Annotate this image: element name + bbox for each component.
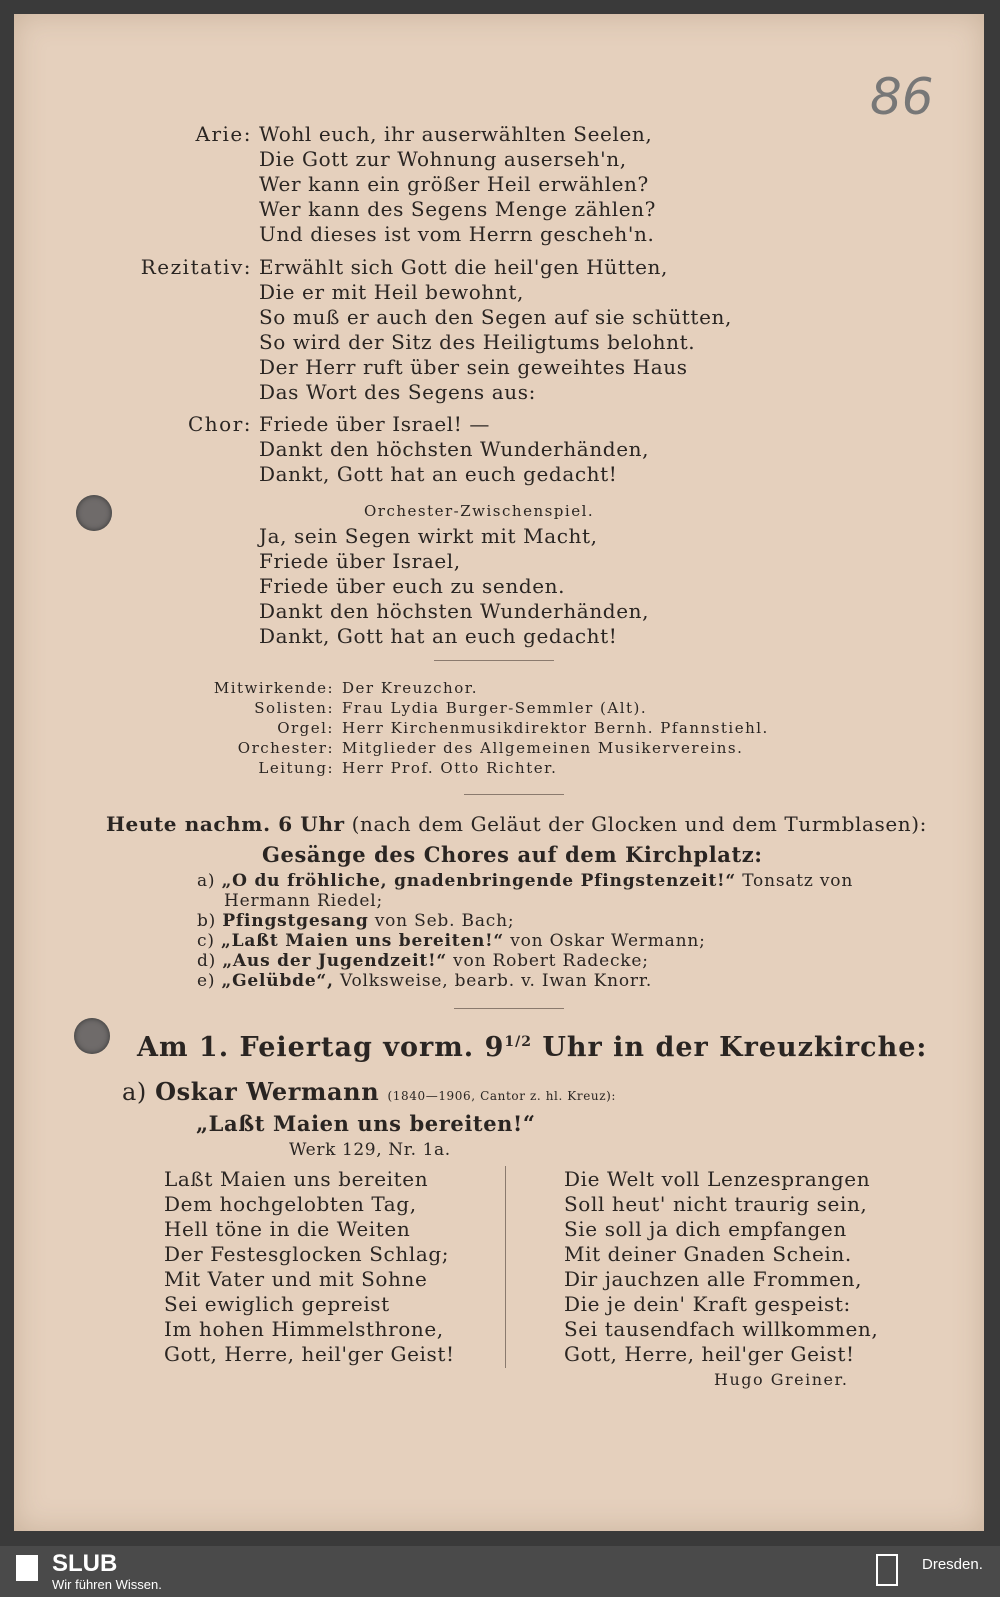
credit-value: Herr Kirchenmusikdirektor Bernh. Pfannstiehl. xyxy=(342,719,769,737)
footer-bar xyxy=(0,1546,1000,1597)
verse-line: Das Wort des Segens aus: xyxy=(259,380,536,404)
credit-label: Mitwirkende: xyxy=(213,679,334,697)
item-title: „Aus der Jugendzeit!“ xyxy=(222,951,447,971)
item-title: „Gelübde“, xyxy=(221,971,334,991)
item-rest: von Robert Radecke; xyxy=(453,951,649,971)
feiertag-heading-fraction: 1/2 xyxy=(504,1034,532,1050)
verse-line: Friede über Israel, xyxy=(259,549,461,573)
opus: Werk 129, Nr. 1a. xyxy=(289,1140,451,1160)
song-item xyxy=(224,891,383,911)
zwischenspiel-text xyxy=(259,524,649,649)
item-rest: Volksweise, bearb. v. Iwan Knorr. xyxy=(339,971,653,991)
song-item xyxy=(197,911,514,931)
afternoon-line xyxy=(106,812,927,836)
credit-value: Frau Lydia Burger-Semmler (Alt). xyxy=(342,699,648,717)
afternoon-heading: Gesänge des Chores auf dem Kirchplatz: xyxy=(262,842,763,867)
verse-line: Friede über Israel! — xyxy=(259,412,490,436)
verse-line: Der Festesglocken Schlag; xyxy=(164,1242,450,1266)
song-left-column xyxy=(164,1167,455,1367)
song-item xyxy=(197,971,652,991)
verse-line: Dem hochgelobten Tag, xyxy=(164,1192,417,1216)
verse-line: Die Gott zur Wohnung auserseh'n, xyxy=(259,147,627,171)
verse-line: Die er mit Heil bewohnt, xyxy=(259,280,524,304)
item-title: Pfingstgesang xyxy=(222,911,369,931)
divider xyxy=(454,1008,564,1009)
verse-line: Dir jauchzen alle Frommen, xyxy=(564,1267,863,1291)
item-letter: e) xyxy=(197,971,216,991)
afternoon-time-rest: (nach dem Geläut der Glocken und dem Turmblasen): xyxy=(351,812,928,836)
arie-text xyxy=(259,122,656,247)
item-title: „Laßt Maien uns bereiten!“ xyxy=(220,931,505,951)
verse-line: Ja, sein Segen wirkt mit Macht, xyxy=(259,524,598,548)
verse-line: Wohl euch, ihr auserwählten Seelen, xyxy=(259,122,653,146)
verse-line: Sie soll ja dich empfangen xyxy=(564,1217,847,1241)
verse-line: Wer kann ein größer Heil erwählen? xyxy=(259,172,649,196)
verse-line: Der Herr ruft über sein geweihtes Haus xyxy=(259,355,688,379)
item-letter: a) xyxy=(197,871,216,891)
verse-line: Hell töne in die Weiten xyxy=(164,1217,411,1241)
afternoon-time: Heute nachm. 6 Uhr xyxy=(106,812,345,836)
chor-label: Chor: xyxy=(187,412,252,436)
item-rest: von Seb. Bach; xyxy=(374,911,515,931)
rezitativ-label: Rezitativ: xyxy=(140,255,252,279)
author: Hugo Greiner. xyxy=(714,1370,849,1389)
song-title: „Laßt Maien uns bereiten!“ xyxy=(196,1111,536,1136)
slub-brand: SLUB xyxy=(52,1550,118,1577)
item-rest: von Oskar Wermann; xyxy=(510,931,706,951)
dresden-crest-icon xyxy=(876,1554,898,1586)
composer-line xyxy=(122,1077,616,1106)
song-item xyxy=(197,951,649,971)
feiertag-heading-b: Uhr in der Kreuzkirche: xyxy=(531,1032,928,1063)
verse-line: Erwählt sich Gott die heil'gen Hütten, xyxy=(259,255,668,279)
punch-hole xyxy=(76,495,112,531)
divider xyxy=(434,660,554,661)
feiertag-heading xyxy=(137,1032,927,1063)
composer-name: Oskar Wermann xyxy=(155,1077,380,1106)
partner-logo-text: Dresden. xyxy=(922,1556,983,1573)
verse-line: Dankt, Gott hat an euch gedacht! xyxy=(259,462,618,486)
punch-hole xyxy=(74,1018,110,1054)
feiertag-heading-a: Am 1. Feiertag vorm. 9 xyxy=(137,1032,505,1063)
credit-label: Orchester: xyxy=(237,739,334,757)
arie-label: Arie: xyxy=(195,122,252,146)
verse-line: Mit deiner Gnaden Schein. xyxy=(564,1242,852,1266)
credit-value: Der Kreuzchor. xyxy=(342,679,479,697)
verse-line: Laßt Maien uns bereiten xyxy=(164,1167,429,1191)
composer-letter: a) xyxy=(122,1078,147,1106)
verse-line: Gott, Herre, heil'ger Geist! xyxy=(164,1342,455,1366)
credit-label: Solisten: xyxy=(254,699,334,717)
song-item xyxy=(197,871,853,891)
item-letter: b) xyxy=(197,911,217,931)
slub-logo-icon xyxy=(16,1555,38,1581)
document-page xyxy=(14,14,984,1531)
verse-line: Die je dein' Kraft gespeist: xyxy=(564,1292,851,1316)
item-title: „O du fröhliche, gnadenbringende Pfingstenzeit!“ xyxy=(221,871,737,891)
rezitativ-text xyxy=(259,255,732,405)
verse-line: Sei ewiglich gepreist xyxy=(164,1292,390,1316)
slub-tagline: Wir führen Wissen. xyxy=(52,1577,162,1592)
credit-value: Mitglieder des Allgemeinen Musikervereins. xyxy=(342,739,744,757)
credit-label: Leitung: xyxy=(258,759,334,777)
item-rest: Tonsatz von xyxy=(742,871,854,891)
item-letter: c) xyxy=(197,931,215,951)
verse-line: Soll heut' nicht traurig sein, xyxy=(564,1192,868,1216)
item-rest: Hermann Riedel; xyxy=(224,891,383,911)
composer-note: (1840—1906, Cantor z. hl. Kreuz): xyxy=(387,1089,617,1103)
verse-line: Gott, Herre, heil'ger Geist! xyxy=(564,1342,855,1366)
credit-value: Herr Prof. Otto Richter. xyxy=(342,759,558,777)
verse-line: Und dieses ist vom Herrn gescheh'n. xyxy=(259,222,655,246)
divider xyxy=(464,794,564,795)
verse-line: Dankt, Gott hat an euch gedacht! xyxy=(259,624,618,648)
zwischenspiel-heading: Orchester-Zwischenspiel. xyxy=(364,502,595,520)
verse-line: Mit Vater und mit Sohne xyxy=(164,1267,428,1291)
verse-line: Im hohen Himmelsthrone, xyxy=(164,1317,444,1341)
verse-line: So muß er auch den Segen auf sie schütten, xyxy=(259,305,732,329)
credit-label: Orgel: xyxy=(277,719,334,737)
song-right-column xyxy=(564,1167,878,1367)
verse-line: Dankt den höchsten Wunderhänden, xyxy=(259,437,650,461)
column-divider xyxy=(505,1166,506,1368)
item-letter: d) xyxy=(197,951,217,971)
verse-line: Wer kann des Segens Menge zählen? xyxy=(259,197,656,221)
verse-line: Dankt den höchsten Wunderhänden, xyxy=(259,599,650,623)
song-item xyxy=(197,931,706,951)
chor-text xyxy=(259,412,649,487)
verse-line: Sei tausendfach willkommen, xyxy=(564,1317,879,1341)
page-number: 86 xyxy=(870,68,934,126)
verse-line: Die Welt voll Lenzesprangen xyxy=(564,1167,871,1191)
verse-line: Friede über euch zu senden. xyxy=(259,574,566,598)
verse-line: So wird der Sitz des Heiligtums belohnt. xyxy=(259,330,696,354)
